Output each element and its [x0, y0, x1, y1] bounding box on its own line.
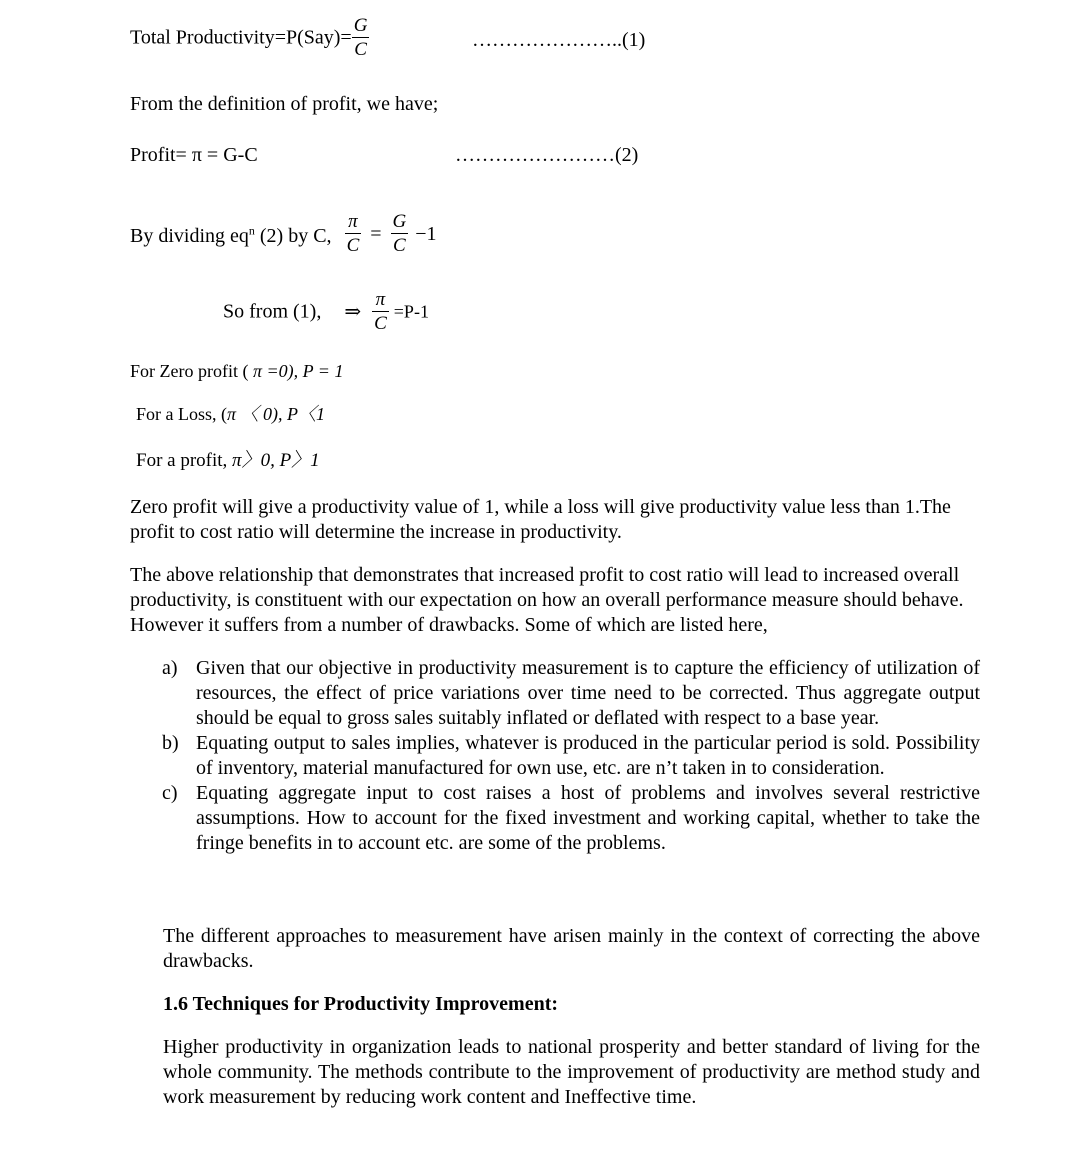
equals-sign: =: [370, 222, 382, 245]
condition-loss: For a Loss, (π 〈 0), P〈1: [136, 404, 326, 424]
equals-p-minus-1: =P-1: [393, 301, 429, 322]
equation-dividing: [130, 212, 437, 255]
list-item-text: Equating output to sales implies, whatever is produced in the particular period is sold. Possibility of inventory, material manufactured for own use, etc. are n’t taken in to consideration.: [196, 732, 980, 779]
implies-arrow-icon: ⇒: [344, 300, 362, 323]
equation-so-from-1: [223, 290, 429, 333]
paragraph-approaches: The different approaches to measurement have arisen mainly in the context of correcting the above drawbacks.: [163, 925, 980, 972]
equation-2-reference: ……………………(2): [455, 144, 639, 166]
section-heading: 1.6 Techniques for Productivity Improvement:: [163, 993, 559, 1015]
equation-1-reference: …………………..(1): [472, 29, 646, 51]
profit-definition-intro: From the definition of profit, we have;: [130, 93, 439, 115]
list-item-text: Given that our objective in productivity measurement is to capture the efficiency of utilization of resources, the effect of price variations over time need to be corrected. Thus aggregate output should be equal to gross sales suitably inflated or deflated with respect to a base year.: [196, 657, 980, 729]
equation-4-prefix: So from (1),: [223, 300, 322, 323]
list-marker: a): [162, 657, 178, 679]
fraction-pi-over-c-2: $\frac{\pi}{C}$: [374, 289, 387, 334]
list-item: [162, 781, 980, 856]
list-marker: c): [162, 782, 178, 804]
fraction-g-over-c: $\frac{G}{C}$: [353, 15, 368, 60]
equation-3-prefix: By dividing $eq^n$ (2) by C,: [130, 223, 332, 248]
condition-profit: For a profit, π〉0, P〉1: [136, 450, 320, 471]
list-item: [162, 656, 980, 731]
list-item: [162, 731, 980, 781]
paragraph-relationship: The above relationship that demonstrates that increased profit to cost ratio will lead to increased overall productivity, is constituent with our expectation on how an overall performance measure should behave. However it suffers from a number of drawbacks. Some of which are listed here,: [130, 564, 964, 636]
minus-one: −1: [415, 222, 437, 245]
equation-total-productivity: [130, 16, 369, 59]
equation-profit: Profit= π = G-C: [130, 144, 258, 166]
drawbacks-list: [162, 656, 980, 856]
fraction-pi-over-c: $\frac{\pi}{C}$: [346, 211, 360, 256]
paragraph-higher-productivity: Higher productivity in organization leads to national prosperity and better standard of living for the whole community. The methods contribute to the improvement of productivity are method study and work measurement by reducing work content and Ineffective time.: [163, 1036, 980, 1108]
paragraph-zero-profit: Zero profit will give a productivity value of 1, while a loss will give productivity value less than 1.The profit to cost ratio will determine the increase in productivity.: [130, 496, 951, 543]
fraction-g-over-c-2: $\frac{G}{C}$: [392, 211, 407, 256]
list-marker: b): [162, 732, 179, 754]
condition-zero-profit: For Zero profit ( π =0), P = 1: [130, 361, 344, 381]
equation-1-prefix: Total Productivity=P(Say)=: [130, 26, 352, 49]
list-item-text: Equating aggregate input to cost raises a host of problems and involves several restrictive assumptions. How to account for the fixed investment and working capital, whether to take the fringe benefits in to account etc. are some of the problems.: [196, 782, 980, 854]
